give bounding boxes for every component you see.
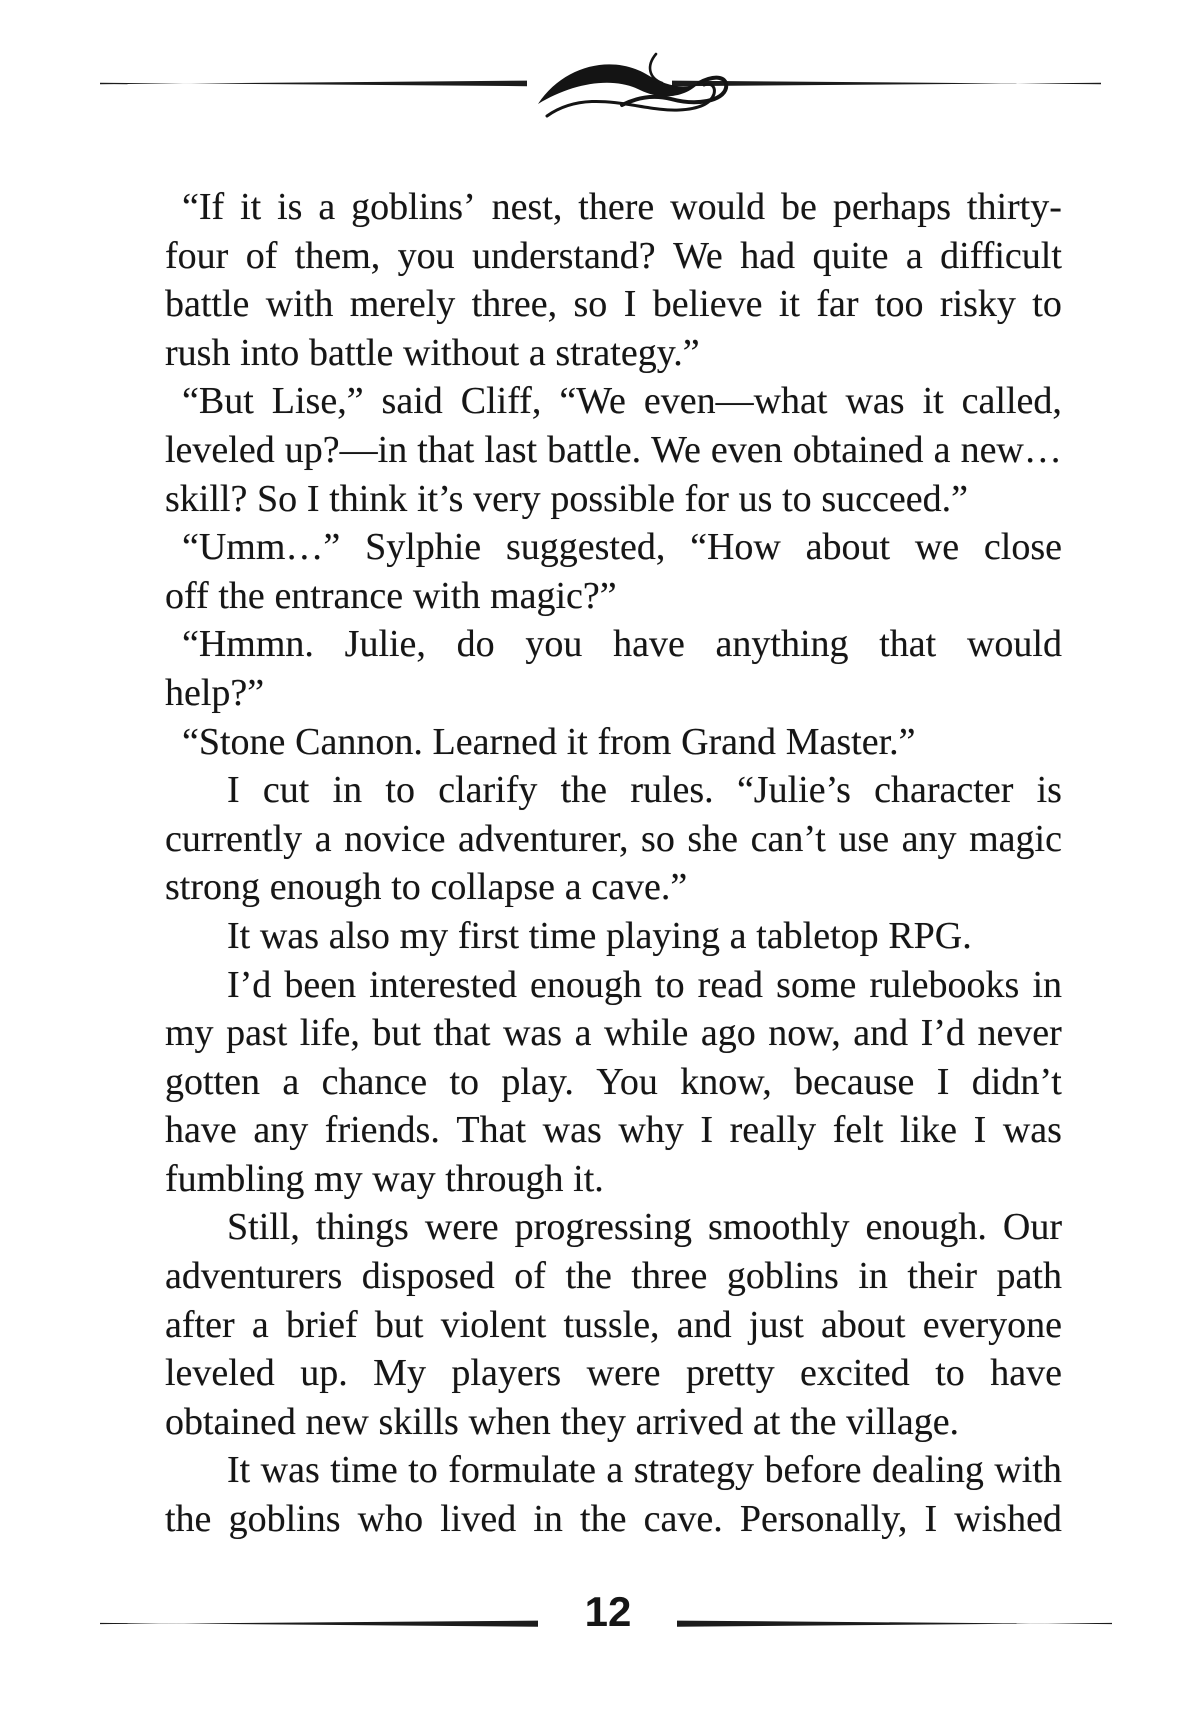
text-line: obtained new skills when they arrived at the village. (165, 1400, 960, 1443)
text-line: “But Lise,” said Cliff, “We even—what was it called, (182, 380, 1062, 423)
text-line: adventurers disposed of the three goblins in their path (165, 1255, 1062, 1298)
text-line: It was also my first time playing a tabletop RPG. (227, 914, 972, 957)
paragraph (165, 1446, 1062, 1543)
text-line: leveled up?—in that last battle. We even obtained a new… (165, 428, 1062, 471)
page-number: 12 (584, 1588, 632, 1635)
text-line: rush into battle without a strategy.” (165, 331, 700, 374)
calligraphic-swirl-divider-icon (95, 48, 1106, 120)
paragraph (165, 523, 1062, 620)
paragraph (165, 912, 1062, 961)
text-line: off the entrance with magic?” (165, 574, 617, 617)
text-line: the goblins who lived in the cave. Personally, I wished (165, 1498, 1062, 1541)
text-line: have any friends. That was why I really felt like I was (165, 1109, 1062, 1152)
text-line: currently a novice adventurer, so she can’t use any magic (165, 817, 1062, 860)
text-line: strong enough to collapse a cave.” (165, 866, 688, 909)
text-line: battle with merely three, so I believe it far too risky to (165, 283, 1062, 326)
text-line: my past life, but that was a while ago now, and I’d never (165, 1012, 1062, 1055)
text-line: fumbling my way through it. (165, 1157, 604, 1200)
text-line: Still, things were progressing smoothly enough. Our (227, 1206, 1062, 1249)
text-line: help?” (165, 671, 265, 714)
paragraph (165, 377, 1062, 523)
paragraph (165, 718, 1062, 767)
text-line: “Hmmn. Julie, do you have anything that would (182, 623, 1062, 666)
text-line: “Umm…” Sylphie suggested, “How about we close (182, 526, 1062, 569)
paragraph (165, 183, 1062, 377)
paragraph (165, 1203, 1062, 1446)
text-line: I cut in to clarify the rules. “Julie’s character is (227, 769, 1062, 812)
text-line: “Stone Cannon. Learned it from Grand Master.” (182, 720, 916, 763)
paragraph (165, 620, 1062, 717)
text-line: after a brief but violent tussle, and just about everyone (165, 1303, 1062, 1346)
text-line: gotten a chance to play. You know, because I didn’t (165, 1060, 1062, 1103)
paragraph (165, 961, 1062, 1204)
paragraph (165, 766, 1062, 912)
text-line: leveled up. My players were pretty excited to have (165, 1352, 1062, 1395)
page-text (165, 183, 1062, 1544)
text-line: four of them, you understand? We had quite a difficult (165, 234, 1062, 277)
text-line: It was time to formulate a strategy before dealing with (227, 1449, 1062, 1492)
text-line: I’d been interested enough to read some rulebooks in (227, 963, 1062, 1006)
text-line: skill? So I think it’s very possible for us to succeed.” (165, 477, 968, 520)
text-line: “If it is a goblins’ nest, there would be perhaps thirty- (182, 186, 1062, 228)
